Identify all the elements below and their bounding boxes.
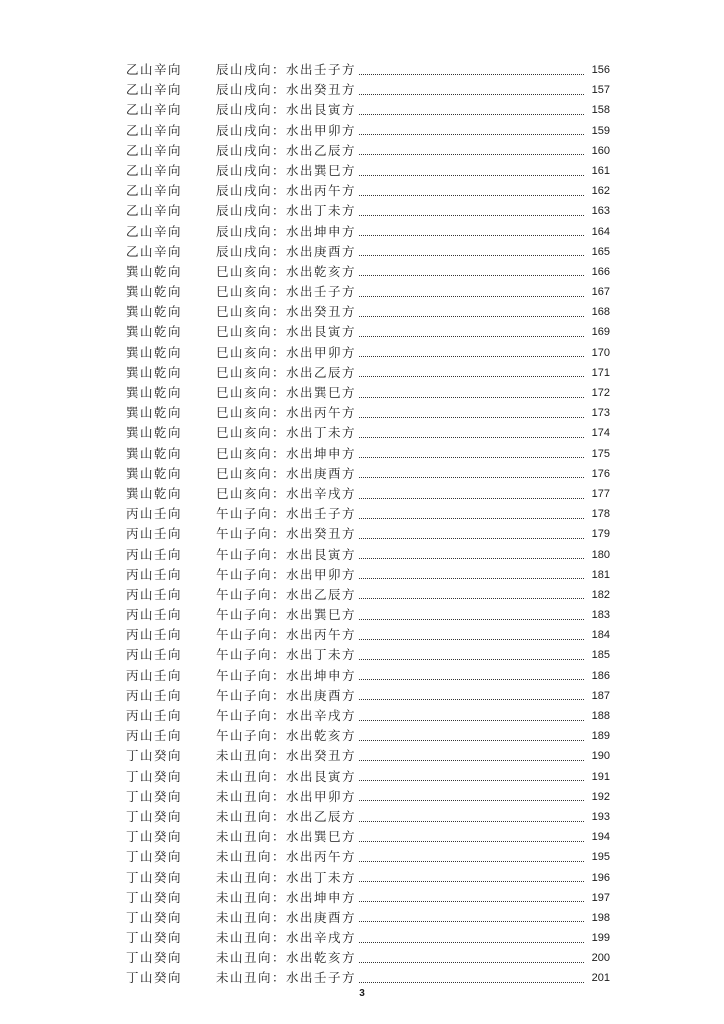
toc-entry-water-direction: 水出癸丑方 (286, 748, 357, 764)
toc-entry-page-number: 158 (591, 104, 610, 117)
toc-entry-page-number: 170 (591, 346, 610, 359)
toc-entry-secondary: 辰山戌向： (216, 122, 287, 138)
toc-entry-primary: 乙山辛向 (126, 243, 183, 259)
toc-entry-primary: 乙山辛向 (126, 142, 183, 158)
toc-entry-water-direction: 水出庚酉方 (286, 909, 357, 925)
toc-entry-page-number: 157 (591, 84, 610, 97)
dot-leader (359, 417, 584, 418)
toc-entry[interactable] (126, 363, 610, 383)
toc-entry-water-direction: 水出巽巳方 (286, 607, 357, 623)
toc-entry-page-number: 183 (591, 609, 610, 622)
toc-entry-page-number: 185 (591, 649, 610, 662)
dot-leader (359, 175, 584, 176)
toc-entry-water-direction: 水出乾亥方 (286, 263, 357, 279)
toc-entry[interactable] (126, 161, 610, 181)
dot-leader (359, 740, 584, 741)
toc-entry[interactable] (126, 524, 610, 544)
toc-entry-page-number: 175 (591, 447, 610, 460)
toc-entry-secondary: 午山子向： (216, 647, 287, 663)
toc-entry-water-direction: 水出壬子方 (286, 506, 357, 522)
dot-leader (359, 296, 584, 297)
toc-entry-secondary: 辰山戌向： (216, 243, 287, 259)
toc-entry-water-direction: 水出癸丑方 (286, 82, 357, 98)
toc-entry-water-direction: 水出甲卯方 (286, 566, 357, 582)
toc-entry-primary: 丁山癸向 (126, 970, 183, 986)
toc-entry[interactable] (126, 746, 610, 766)
toc-entry-primary: 丁山癸向 (126, 869, 183, 885)
dot-leader (359, 316, 584, 317)
toc-entry[interactable] (126, 60, 610, 80)
dot-leader (359, 760, 584, 761)
toc-entry-secondary: 未山丑向： (216, 829, 287, 845)
dot-leader (359, 800, 584, 801)
toc-entry-secondary: 巳山亥向： (216, 304, 287, 320)
toc-entry-page-number: 159 (591, 124, 610, 137)
toc-entry-primary: 丙山壬向 (126, 708, 183, 723)
toc-entry-page-number: 176 (591, 467, 610, 480)
toc-entry-primary: 巽山乾向 (126, 385, 183, 400)
toc-entry[interactable] (126, 504, 610, 524)
toc-entry-page-number: 197 (591, 891, 610, 904)
toc-entry-secondary: 未山丑向： (216, 808, 287, 824)
toc-entry-water-direction: 水出丁未方 (286, 869, 357, 885)
toc-entry[interactable] (126, 403, 610, 423)
dot-leader (359, 154, 584, 155)
toc-entry-water-direction: 水出乙辰方 (286, 142, 357, 158)
toc-entry[interactable] (126, 585, 610, 605)
dot-leader (359, 235, 584, 236)
table-of-contents (126, 60, 610, 989)
toc-entry-secondary: 辰山戌向： (216, 62, 287, 77)
toc-entry-primary: 丁山癸向 (126, 909, 183, 925)
dot-leader (359, 215, 584, 216)
toc-entry-primary: 丁山癸向 (126, 930, 183, 946)
toc-entry-water-direction: 水出癸丑方 (286, 526, 357, 542)
toc-entry-secondary: 未山丑向： (216, 849, 287, 865)
toc-entry-page-number: 164 (591, 225, 610, 238)
toc-entry-secondary: 辰山戌向： (216, 162, 287, 178)
toc-entry-primary: 巽山乾向 (126, 284, 183, 300)
toc-entry-water-direction: 水出丙午方 (286, 405, 357, 421)
toc-entry-page-number: 167 (591, 286, 610, 299)
toc-entry-primary: 丙山壬向 (126, 667, 183, 683)
toc-entry-primary: 丙山壬向 (126, 566, 183, 582)
toc-entry[interactable] (126, 444, 610, 464)
dot-leader (359, 619, 584, 620)
toc-entry-primary: 丙山壬向 (126, 728, 183, 744)
toc-entry-page-number: 186 (591, 669, 610, 682)
dot-leader (359, 74, 584, 75)
toc-entry-primary: 丁山癸向 (126, 788, 183, 804)
toc-entry-page-number: 179 (591, 528, 610, 541)
dot-leader (359, 699, 584, 700)
toc-entry-water-direction: 水出乾亥方 (286, 950, 357, 966)
toc-entry-secondary: 未山丑向： (216, 788, 287, 804)
toc-entry-primary: 丙山壬向 (126, 586, 183, 602)
dot-leader (359, 720, 584, 721)
toc-entry-page-number: 160 (591, 144, 610, 157)
toc-entry-page-number: 192 (591, 790, 610, 803)
dot-leader (359, 861, 584, 862)
toc-entry[interactable] (126, 80, 610, 100)
toc-entry-list (126, 60, 610, 989)
toc-entry-page-number: 163 (591, 205, 610, 218)
toc-entry-water-direction: 水出艮寅方 (286, 768, 357, 784)
toc-entry[interactable] (126, 464, 610, 484)
toc-entry-secondary: 未山丑向： (216, 768, 287, 784)
toc-entry-page-number: 184 (591, 629, 610, 642)
toc-entry-secondary: 未山丑向： (216, 889, 287, 905)
toc-entry-primary: 丙山壬向 (126, 647, 183, 663)
toc-entry-secondary: 辰山戌向： (216, 223, 287, 239)
toc-entry-secondary: 未山丑向： (216, 930, 287, 946)
toc-entry[interactable] (126, 888, 610, 908)
toc-entry-page-number: 166 (591, 265, 610, 278)
dot-leader (359, 558, 584, 559)
dot-leader (359, 397, 584, 398)
toc-entry-secondary: 巳山亥向： (216, 385, 287, 400)
toc-entry-secondary: 未山丑向： (216, 909, 287, 925)
toc-entry-page-number: 174 (591, 427, 610, 440)
toc-entry[interactable] (126, 343, 610, 363)
dot-leader (359, 195, 584, 196)
toc-entry-page-number: 161 (591, 164, 610, 177)
toc-entry-water-direction: 水出甲卯方 (286, 122, 357, 138)
toc-entry[interactable] (126, 141, 610, 161)
dot-leader (359, 639, 584, 640)
dot-leader (359, 518, 584, 519)
toc-entry-page-number: 181 (591, 568, 610, 581)
toc-entry[interactable] (126, 686, 610, 706)
toc-entry-page-number: 165 (591, 245, 610, 258)
toc-entry[interactable] (126, 645, 610, 665)
toc-entry-page-number: 177 (591, 487, 610, 500)
toc-entry-primary: 乙山辛向 (126, 62, 183, 77)
toc-entry[interactable] (126, 928, 610, 948)
toc-entry-page-number: 169 (591, 326, 610, 339)
toc-entry[interactable] (126, 242, 610, 262)
toc-entry-secondary: 午山子向： (216, 586, 287, 602)
toc-entry-water-direction: 水出丁未方 (286, 647, 357, 663)
toc-entry-water-direction: 水出庚酉方 (286, 243, 357, 259)
toc-entry-water-direction: 水出坤申方 (286, 667, 357, 683)
toc-entry[interactable] (126, 827, 610, 847)
toc-entry[interactable] (126, 726, 610, 746)
toc-entry-secondary: 辰山戌向： (216, 183, 287, 199)
toc-entry-primary: 乙山辛向 (126, 183, 183, 199)
toc-entry-secondary: 午山子向： (216, 607, 287, 623)
toc-entry-primary: 巽山乾向 (126, 485, 183, 501)
dot-leader (359, 356, 584, 357)
toc-entry-water-direction: 水出坤申方 (286, 889, 357, 905)
toc-entry-water-direction: 水出壬子方 (286, 970, 357, 986)
page-number: 3 (359, 988, 365, 999)
toc-entry-secondary: 巳山亥向： (216, 445, 287, 461)
toc-entry[interactable] (126, 181, 610, 201)
toc-entry-water-direction: 水出乙辰方 (286, 364, 357, 380)
toc-entry[interactable] (126, 787, 610, 807)
toc-entry-water-direction: 水出丙午方 (286, 627, 357, 643)
toc-entry-secondary: 巳山亥向： (216, 344, 287, 360)
dot-leader (359, 498, 584, 499)
toc-entry-water-direction: 水出巽巳方 (286, 162, 357, 178)
toc-entry-page-number: 173 (591, 407, 610, 420)
toc-entry-primary: 丙山壬向 (126, 506, 183, 522)
toc-entry[interactable] (126, 868, 610, 888)
toc-entry[interactable] (126, 222, 610, 242)
toc-entry-water-direction: 水出巽巳方 (286, 829, 357, 845)
toc-entry-water-direction: 水出甲卯方 (286, 788, 357, 804)
toc-entry-secondary: 巳山亥向： (216, 324, 287, 340)
toc-entry-page-number: 195 (591, 851, 610, 864)
toc-entry-primary: 乙山辛向 (126, 122, 183, 138)
toc-entry[interactable] (126, 908, 610, 928)
toc-entry-page-number: 162 (591, 185, 610, 198)
toc-entry-secondary: 巳山亥向： (216, 425, 287, 441)
toc-entry-water-direction: 水出庚酉方 (286, 465, 357, 481)
dot-leader (359, 94, 584, 95)
toc-entry-page-number: 188 (591, 710, 610, 722)
toc-entry-page-number: 190 (591, 750, 610, 763)
toc-entry-primary: 丁山癸向 (126, 808, 183, 824)
toc-entry-primary: 巽山乾向 (126, 344, 183, 360)
toc-entry-water-direction: 水出坤申方 (286, 445, 357, 461)
toc-entry-water-direction: 水出坤申方 (286, 223, 357, 239)
toc-entry-primary: 丁山癸向 (126, 889, 183, 905)
toc-entry-secondary: 午山子向： (216, 728, 287, 744)
dot-leader (359, 376, 584, 377)
dot-leader (359, 437, 584, 438)
toc-entry-secondary: 午山子向： (216, 708, 287, 723)
toc-entry[interactable] (126, 100, 610, 120)
toc-entry-primary: 丁山癸向 (126, 768, 183, 784)
toc-entry-secondary: 巳山亥向： (216, 465, 287, 481)
toc-entry-page-number: 189 (591, 730, 610, 743)
toc-entry[interactable] (126, 625, 610, 645)
toc-entry-secondary: 辰山戌向： (216, 102, 287, 118)
toc-entry-primary: 丁山癸向 (126, 849, 183, 865)
toc-entry-primary: 丁山癸向 (126, 829, 183, 845)
toc-entry-primary: 丁山癸向 (126, 950, 183, 966)
toc-entry-page-number: 156 (591, 64, 610, 76)
toc-entry-secondary: 午山子向： (216, 627, 287, 643)
toc-entry-primary: 巽山乾向 (126, 405, 183, 421)
toc-entry[interactable] (126, 121, 610, 141)
dot-leader (359, 538, 584, 539)
toc-entry-page-number: 187 (591, 689, 610, 702)
toc-entry-page-number: 196 (591, 871, 610, 884)
toc-entry-page-number: 199 (591, 932, 610, 945)
toc-entry-water-direction: 水出艮寅方 (286, 102, 357, 118)
dot-leader (359, 477, 584, 478)
toc-entry-water-direction: 水出丙午方 (286, 183, 357, 199)
toc-entry-secondary: 未山丑向： (216, 970, 287, 986)
toc-entry-water-direction: 水出辛戌方 (286, 930, 357, 946)
toc-entry-primary: 巽山乾向 (126, 304, 183, 320)
dot-leader (359, 336, 584, 337)
toc-entry-water-direction: 水出丁未方 (286, 203, 357, 219)
dot-leader (359, 134, 584, 135)
dot-leader (359, 942, 584, 943)
toc-entry[interactable] (126, 605, 610, 625)
toc-entry-secondary: 辰山戌向： (216, 203, 287, 219)
toc-entry-water-direction: 水出丁未方 (286, 425, 357, 441)
toc-entry-primary: 乙山辛向 (126, 223, 183, 239)
toc-entry[interactable] (126, 383, 610, 403)
toc-entry-water-direction: 水出乾亥方 (286, 728, 357, 744)
toc-entry[interactable] (126, 565, 610, 585)
toc-entry-secondary: 巳山亥向： (216, 364, 287, 380)
toc-entry-secondary: 巳山亥向： (216, 263, 287, 279)
toc-entry-page-number: 172 (591, 387, 610, 399)
toc-entry[interactable] (126, 706, 610, 726)
toc-entry-primary: 乙山辛向 (126, 203, 183, 219)
dot-leader (359, 255, 584, 256)
toc-entry-primary: 巽山乾向 (126, 465, 183, 481)
toc-entry-page-number: 200 (591, 952, 610, 965)
toc-entry-page-number: 178 (591, 508, 610, 521)
toc-entry-water-direction: 水出壬子方 (286, 62, 357, 77)
dot-leader (359, 901, 584, 902)
toc-entry-page-number: 198 (591, 911, 610, 924)
toc-entry[interactable] (126, 302, 610, 322)
dot-leader (359, 881, 584, 882)
toc-entry-page-number: 194 (591, 831, 610, 844)
toc-entry-primary: 巽山乾向 (126, 263, 183, 279)
toc-entry-secondary: 未山丑向： (216, 748, 287, 764)
toc-entry-primary: 巽山乾向 (126, 425, 183, 441)
dot-leader (359, 457, 584, 458)
toc-entry[interactable] (126, 262, 610, 282)
toc-entry-secondary: 午山子向： (216, 526, 287, 542)
toc-entry-water-direction: 水出巽巳方 (286, 385, 357, 400)
toc-entry-page-number: 180 (591, 548, 610, 561)
toc-entry-primary: 丙山壬向 (126, 687, 183, 703)
toc-entry-secondary: 午山子向： (216, 546, 287, 562)
toc-entry[interactable] (126, 666, 610, 686)
dot-leader (359, 114, 584, 115)
dot-leader (359, 921, 584, 922)
dot-leader (359, 679, 584, 680)
toc-entry-primary: 丙山壬向 (126, 526, 183, 542)
dot-leader (359, 275, 584, 276)
toc-entry-primary: 丙山壬向 (126, 627, 183, 643)
toc-entry-secondary: 未山丑向： (216, 869, 287, 885)
dot-leader (359, 598, 584, 599)
dot-leader (359, 659, 584, 660)
toc-entry-secondary: 辰山戌向： (216, 82, 287, 98)
toc-entry-secondary: 巳山亥向： (216, 284, 287, 300)
dot-leader (359, 780, 584, 781)
toc-entry-page-number: 201 (591, 972, 610, 985)
toc-entry-primary: 乙山辛向 (126, 102, 183, 118)
toc-entry-primary: 丁山癸向 (126, 748, 183, 764)
toc-entry-page-number: 168 (591, 306, 610, 319)
toc-entry-primary: 丙山壬向 (126, 546, 183, 562)
toc-entry-primary: 乙山辛向 (126, 162, 183, 178)
toc-entry-secondary: 午山子向： (216, 667, 287, 683)
toc-entry-water-direction: 水出庚酉方 (286, 687, 357, 703)
toc-entry[interactable] (126, 807, 610, 827)
dot-leader (359, 962, 584, 963)
toc-entry-water-direction: 水出乙辰方 (286, 586, 357, 602)
toc-entry[interactable] (126, 948, 610, 968)
toc-entry-primary: 乙山辛向 (126, 82, 183, 98)
toc-entry-page-number: 193 (591, 810, 610, 823)
toc-entry[interactable] (126, 322, 610, 342)
toc-entry-water-direction: 水出艮寅方 (286, 546, 357, 562)
toc-entry-secondary: 未山丑向： (216, 950, 287, 966)
toc-entry-page-number: 171 (591, 366, 610, 379)
toc-entry-secondary: 午山子向： (216, 506, 287, 522)
toc-entry-water-direction: 水出癸丑方 (286, 304, 357, 320)
dot-leader (359, 821, 584, 822)
toc-entry[interactable] (126, 968, 610, 988)
toc-entry-water-direction: 水出辛戌方 (286, 708, 357, 723)
toc-entry-water-direction: 水出辛戌方 (286, 485, 357, 501)
toc-entry-secondary: 午山子向： (216, 566, 287, 582)
toc-entry[interactable] (126, 484, 610, 504)
toc-entry-water-direction: 水出甲卯方 (286, 344, 357, 360)
toc-entry-water-direction: 水出丙午方 (286, 849, 357, 865)
toc-entry[interactable] (126, 847, 610, 867)
toc-entry-page-number: 191 (591, 770, 610, 783)
dot-leader (359, 578, 584, 579)
dot-leader (359, 841, 584, 842)
toc-entry[interactable] (126, 545, 610, 565)
toc-entry-water-direction: 水出乙辰方 (286, 808, 357, 824)
toc-entry-primary: 巽山乾向 (126, 445, 183, 461)
toc-entry[interactable] (126, 282, 610, 302)
toc-entry-primary: 巽山乾向 (126, 364, 183, 380)
toc-entry-secondary: 午山子向： (216, 687, 287, 703)
toc-entry-page-number: 182 (591, 588, 610, 601)
toc-entry-water-direction: 水出壬子方 (286, 284, 357, 300)
toc-entry-secondary: 辰山戌向： (216, 142, 287, 158)
dot-leader (359, 982, 584, 983)
toc-entry[interactable] (126, 201, 610, 221)
toc-entry-primary: 巽山乾向 (126, 324, 183, 340)
toc-entry[interactable] (126, 767, 610, 787)
toc-entry-water-direction: 水出艮寅方 (286, 324, 357, 340)
toc-entry-secondary: 巳山亥向： (216, 405, 287, 421)
toc-entry-primary: 丙山壬向 (126, 607, 183, 623)
toc-entry[interactable] (126, 423, 610, 443)
toc-entry-secondary: 巳山亥向： (216, 485, 287, 501)
